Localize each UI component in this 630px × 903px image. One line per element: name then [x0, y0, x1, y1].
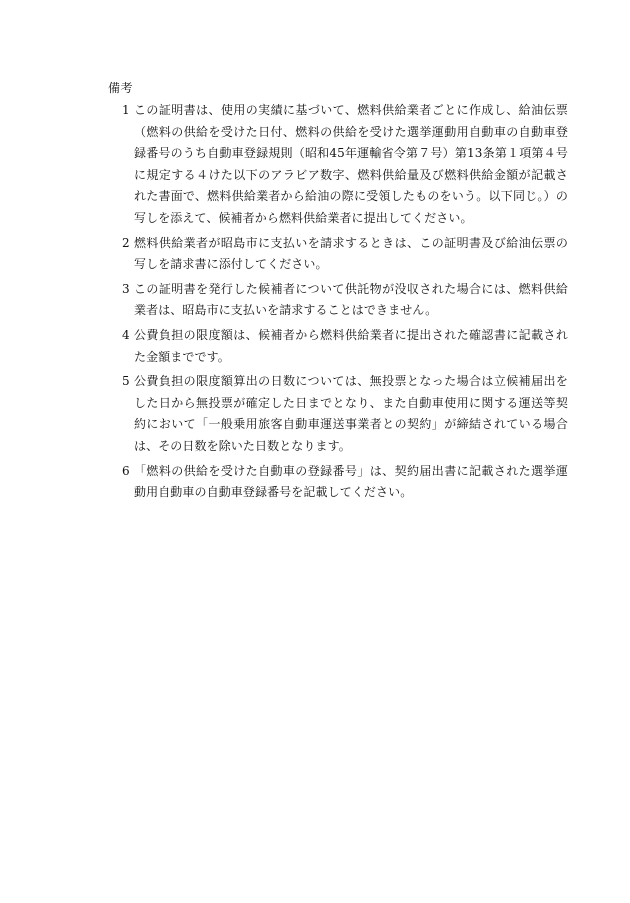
note-text: 「燃料の供給を受けた自動車の登録番号」は、契約届出書に記載された選挙運動用自動車の自動車登録番号を記載してください。 [134, 463, 568, 500]
note-number: 4 [122, 327, 130, 342]
notes-heading: 備考 [108, 81, 134, 95]
note-number: 6 [122, 463, 130, 478]
notes-list [108, 100, 568, 504]
note-text: 公費負担の限度額は、候補者から燃料供給業者に提出された確認書に記載された金額までです。 [134, 327, 568, 364]
note-number: 2 [122, 235, 130, 250]
note-item-6 [108, 461, 568, 504]
note-item-3 [108, 279, 568, 322]
note-item-4 [108, 325, 568, 368]
note-text: この証明書を発行した候補者について供託物が没収された場合には、燃料供給業者は、昭島市に支払いを請求することはできません。 [134, 281, 568, 318]
note-number: 5 [122, 374, 130, 389]
note-item-1 [108, 100, 568, 230]
note-text: 公費負担の限度額算出の日数については、無投票となった場合は立候補届出をした日から無投票が確定した日までとなり、また自動車使用に関する運送等契約において「一般乗用旅客自動車運送事業者との契約」が締結されている場合は、その日数を除いた日数となります。 [134, 374, 568, 453]
note-item-2 [108, 233, 568, 276]
note-text: 燃料供給業者が昭島市に支払いを請求するときは、この証明書及び給油伝票の写しを請求書に添付してください。 [134, 235, 568, 272]
note-number: 3 [122, 281, 130, 296]
note-text: この証明書は、使用の実績に基づいて、燃料供給業者ごとに作成し、給油伝票（燃料の供給を受けた日付、燃料の供給を受けた選挙運動用自動車の自動車登録番号のうち自動車登録規則（昭和45年運輸省令第７号）第13条第１項第４号に規定する４けた以下のアラビア数字、燃料供給量及び燃料供給金額が記載された書面で、燃料供給業者から給油の際に受領したものをいう。以下同じ。）の写しを添えて、候補者から燃料供給業者に提出してください。 [134, 103, 568, 225]
note-number: 1 [122, 103, 130, 117]
note-item-5 [108, 371, 568, 457]
